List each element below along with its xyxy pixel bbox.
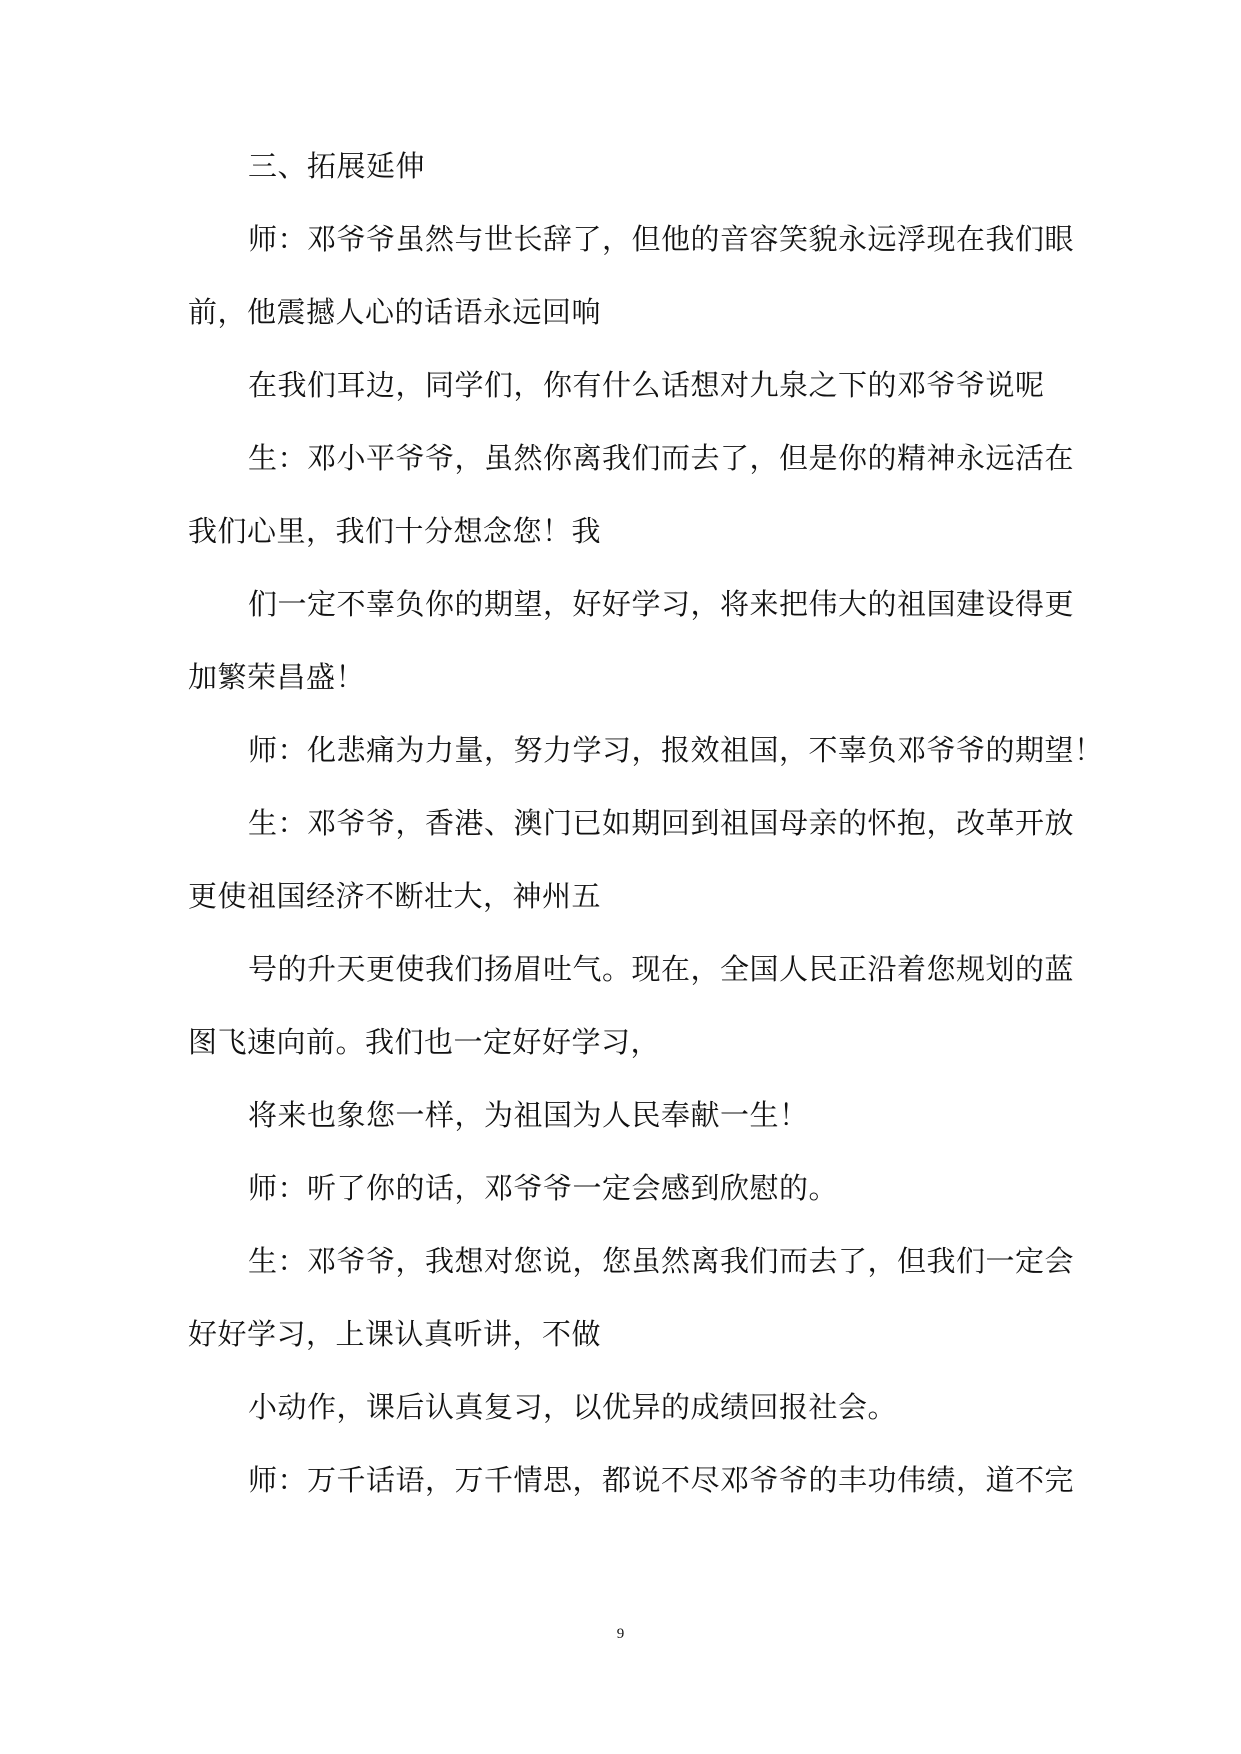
paragraph-line: 我们心里，我们十分想念您！我 bbox=[188, 514, 602, 548]
paragraph-line: 师：化悲痛为力量，努力学习，报效祖国，不辜负邓爷爷的期望！ bbox=[248, 733, 1104, 767]
paragraph-line: 号的升天更使我们扬眉吐气。现在，全国人民正沿着您规划的蓝 bbox=[248, 952, 1075, 986]
paragraph-line: 好好学习，上课认真听讲，不做 bbox=[188, 1317, 602, 1351]
section-heading: 三、拓展延伸 bbox=[248, 149, 426, 183]
paragraph-line: 加繁荣昌盛！ bbox=[188, 660, 366, 694]
paragraph-line: 生：邓小平爷爷，虽然你离我们而去了，但是你的精神永远活在 bbox=[248, 441, 1075, 475]
paragraph-line: 师：听了你的话，邓爷爷一定会感到欣慰的。 bbox=[248, 1171, 839, 1205]
paragraph-line: 们一定不辜负你的期望，好好学习，将来把伟大的祖国建设得更 bbox=[248, 587, 1075, 621]
paragraph-line: 将来也象您一样，为祖国为人民奉献一生！ bbox=[248, 1098, 809, 1132]
paragraph-line: 生：邓爷爷，香港、澳门已如期回到祖国母亲的怀抱，改革开放 bbox=[248, 806, 1075, 840]
paragraph-line: 前，他震撼人心的话语永远回响 bbox=[188, 295, 602, 329]
paragraph-line: 更使祖国经济不断壮大，神州五 bbox=[188, 879, 602, 913]
paragraph-line: 小动作，课后认真复习，以优异的成绩回报社会。 bbox=[248, 1390, 898, 1424]
paragraph-line: 生：邓爷爷，我想对您说，您虽然离我们而去了，但我们一定会 bbox=[248, 1244, 1075, 1278]
page-number: 9 bbox=[616, 1626, 625, 1642]
paragraph-line: 师：万千话语，万千情思，都说不尽邓爷爷的丰功伟绩，道不完 bbox=[248, 1463, 1075, 1497]
paragraph-line: 图飞速向前。我们也一定好好学习， bbox=[188, 1025, 661, 1059]
paragraph-line: 在我们耳边，同学们，你有什么话想对九泉之下的邓爷爷说呢 bbox=[248, 368, 1045, 402]
paragraph-line: 师：邓爷爷虽然与世长辞了，但他的音容笑貌永远浮现在我们眼 bbox=[248, 222, 1075, 256]
